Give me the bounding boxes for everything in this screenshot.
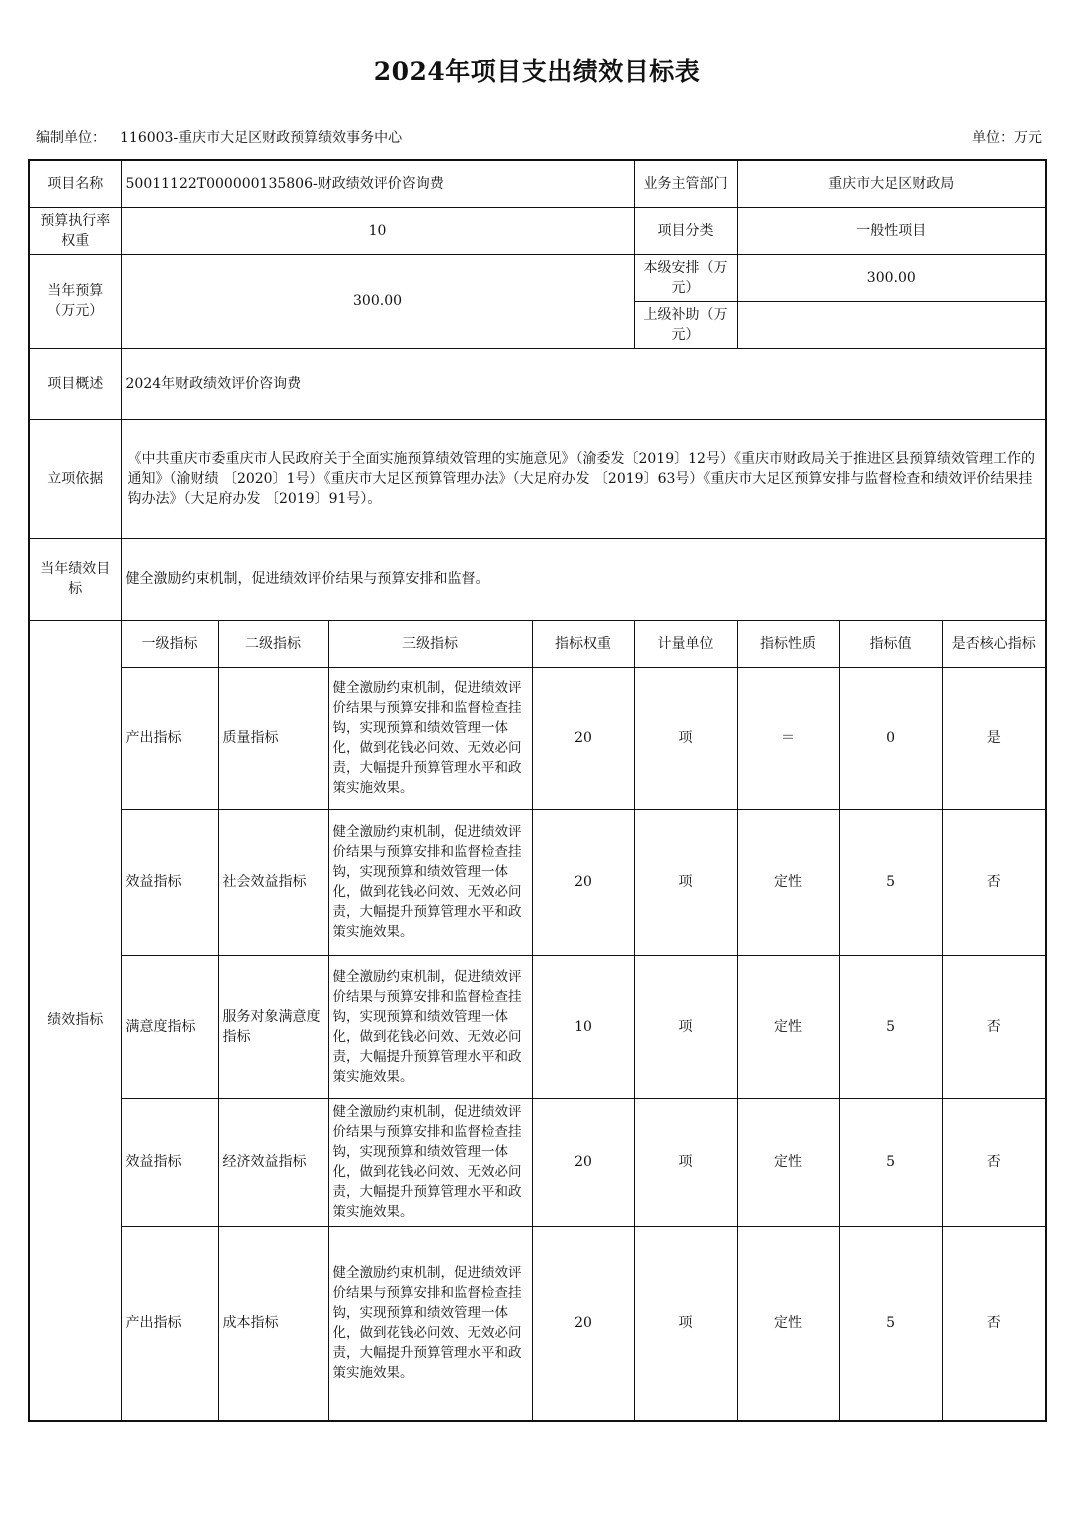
row-nature: 定性 — [737, 809, 839, 955]
row-l2: 成本指标 — [218, 1226, 328, 1421]
row-weight: 20 — [532, 1098, 634, 1226]
row-l1: 满意度指标 — [121, 955, 218, 1098]
local-value: 300.00 — [737, 254, 1046, 301]
unit-value: 116003-重庆市大足区财政预算绩效事务中心 — [120, 130, 403, 146]
summary-value: 2024年财政绩效评价咨询费 — [121, 348, 1046, 419]
row-core: 是 — [942, 667, 1046, 809]
row-l2: 服务对象满意度指标 — [218, 955, 328, 1098]
row-core: 否 — [942, 1226, 1046, 1421]
page-title: 2024年项目支出绩效目标表 — [373, 57, 701, 86]
row-l3: 健全激励约束机制，促进绩效评价结果与预算安排和监督检查挂钩，实现预算和绩效管理一体化，做到花钱必问效、无效必问责，大幅提升预算管理水平和政策实施效果。 — [332, 824, 522, 940]
row-unit: 项 — [634, 809, 737, 955]
row-nature: 定性 — [737, 955, 839, 1098]
table-row — [29, 1098, 1046, 1226]
indicator-section-label: 绩效指标 — [29, 620, 121, 1421]
row-value: 5 — [839, 955, 942, 1098]
category-label: 项目分类 — [634, 207, 737, 254]
row-l3: 健全激励约束机制，促进绩效评价结果与预算安排和监督检查挂钩，实现预算和绩效管理一体化，做到花钱必问效、无效必问责，大幅提升预算管理水平和政策实施效果。 — [332, 680, 522, 796]
row-nature: 定性 — [737, 1098, 839, 1226]
row-core: 否 — [942, 1098, 1046, 1226]
header-weight: 指标权重 — [532, 620, 634, 667]
goal-value: 健全激励约束机制，促进绩效评价结果与预算安排和监督。 — [121, 538, 1046, 620]
row-l1: 产出指标 — [121, 667, 218, 809]
row-l3: 健全激励约束机制，促进绩效评价结果与预算安排和监督检查挂钩，实现预算和绩效管理一体化，做到花钱必问效、无效必问责，大幅提升预算管理水平和政策实施效果。 — [332, 1104, 522, 1220]
row-value: 5 — [839, 809, 942, 955]
row-l2: 社会效益指标 — [218, 809, 328, 955]
row-unit: 项 — [634, 955, 737, 1098]
row-core: 否 — [942, 809, 1046, 955]
table-row — [29, 809, 1046, 955]
row-l1: 效益指标 — [121, 1098, 218, 1226]
category-value: 一般性项目 — [737, 207, 1046, 254]
row-unit: 项 — [634, 1226, 737, 1421]
row-l1: 产出指标 — [121, 1226, 218, 1421]
unit-label: 编制单位： — [36, 130, 106, 146]
row-weight: 20 — [532, 667, 634, 809]
upper-label: 上级补助（万元） — [634, 301, 737, 348]
project-name-label: 项目名称 — [29, 160, 121, 207]
indicator-header-row — [29, 620, 1046, 667]
local-label: 本级安排（万元） — [634, 254, 737, 301]
header-nature: 指标性质 — [737, 620, 839, 667]
row-l2: 经济效益指标 — [218, 1098, 328, 1226]
row-l2: 质量指标 — [218, 667, 328, 809]
header-unit: 计量单位 — [634, 620, 737, 667]
header-l1: 一级指标 — [121, 620, 218, 667]
row-value: 0 — [839, 667, 942, 809]
row-core: 否 — [942, 955, 1046, 1098]
basis-label: 立项依据 — [29, 419, 121, 538]
upper-value — [737, 301, 1046, 348]
row-unit: 项 — [634, 667, 737, 809]
weight-label: 预算执行率权重 — [29, 207, 121, 254]
performance-table — [28, 159, 1047, 1422]
dept-value: 重庆市大足区财政局 — [737, 160, 1046, 207]
compiling-unit — [36, 127, 416, 147]
summary-label: 项目概述 — [29, 348, 121, 419]
row-value: 5 — [839, 1098, 942, 1226]
header-l2: 二级指标 — [218, 620, 328, 667]
row-unit: 项 — [634, 1098, 737, 1226]
header-core: 是否核心指标 — [942, 620, 1046, 667]
budget-value: 300.00 — [121, 254, 634, 348]
project-name: 50011122T000000135806-财政绩效评价咨询费 — [121, 160, 634, 207]
weight-value: 10 — [121, 207, 634, 254]
table-row — [29, 1226, 1046, 1421]
row-nature: 定性 — [737, 1226, 839, 1421]
row-value: 5 — [839, 1226, 942, 1421]
row-weight: 10 — [532, 955, 634, 1098]
row-l1: 效益指标 — [121, 809, 218, 955]
row-nature: ＝ — [737, 667, 839, 809]
basis-value: 《中共重庆市委重庆市人民政府关于全面实施预算绩效管理的实施意见》（渝委发〔2019〕12号）《重庆市财政局关于推进区县预算绩效管理工作的通知》（渝财绩 〔2020〕1号）《重庆市大足区预算管理办法》（大足府办发 〔2019〕63号）《重庆市大足区预算安排与监督检查和绩效评价结果挂钩办法》（大足府办发 〔2019〕91号）。 — [121, 419, 1046, 538]
header-l3: 三级指标 — [328, 620, 532, 667]
budget-label: 当年预算（万元） — [29, 254, 121, 348]
row-weight: 20 — [532, 1226, 634, 1421]
dept-label: 业务主管部门 — [634, 160, 737, 207]
currency-unit: 单位：万元 — [972, 130, 1042, 146]
goal-label: 当年绩效目标 — [29, 538, 121, 620]
row-l3: 健全激励约束机制，促进绩效评价结果与预算安排和监督检查挂钩，实现预算和绩效管理一体化，做到花钱必问效、无效必问责，大幅提升预算管理水平和政策实施效果。 — [332, 1265, 522, 1382]
row-l3: 健全激励约束机制，促进绩效评价结果与预算安排和监督检查挂钩，实现预算和绩效管理一体化，做到花钱必问效、无效必问责，大幅提升预算管理水平和政策实施效果。 — [332, 968, 522, 1085]
table-row — [29, 667, 1046, 809]
table-row — [29, 955, 1046, 1098]
row-weight: 20 — [532, 809, 634, 955]
header-value: 指标值 — [839, 620, 942, 667]
